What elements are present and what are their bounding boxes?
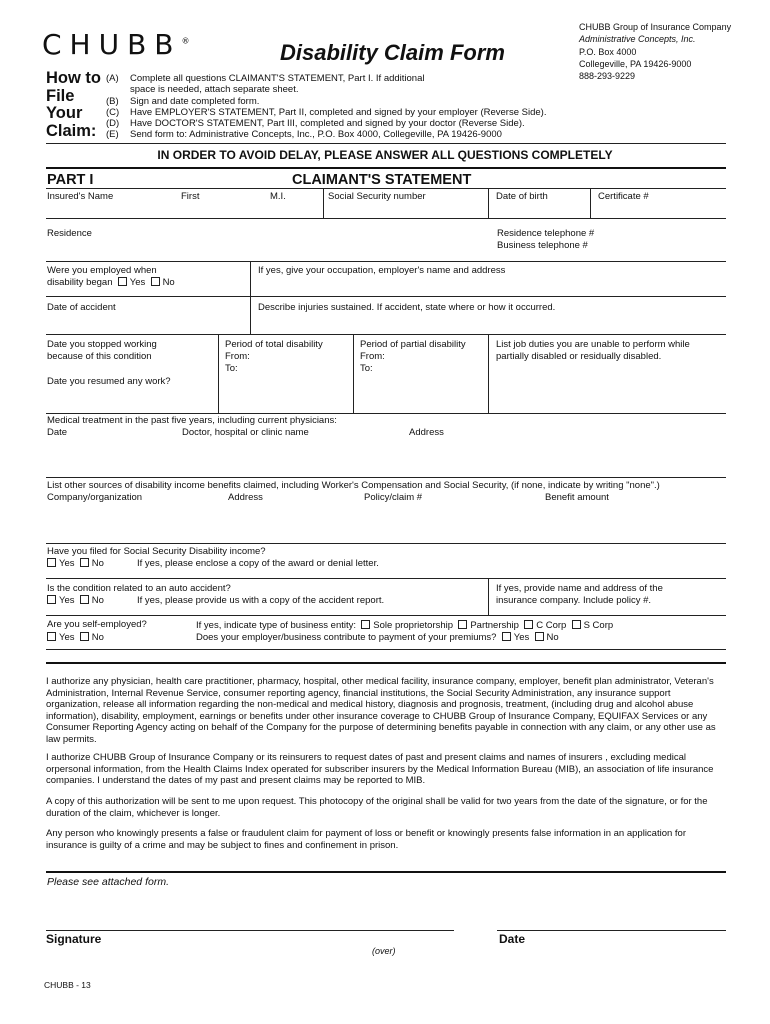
city-state: Collegeville, PA 19426-9000 (579, 58, 692, 69)
partnership-checkbox[interactable] (458, 620, 467, 629)
cell-border (353, 334, 354, 413)
how-to-heading: How to File Your Claim: (46, 69, 101, 140)
fraud-warning: Any person who knowingly presents a false or fraudulent claim for payment of loss or benefit or knowingly presents false information in an application for insurance is guilty of a crime and may be subject to fines and confinement in prison. (46, 828, 687, 851)
divider (46, 413, 726, 414)
auto-insurance-label: If yes, provide name and address of the insurance company. Include policy #. (496, 583, 663, 606)
ssdi-options: Yes No (47, 558, 104, 570)
date-label: Date (499, 932, 526, 946)
authorization-paragraph-2: I authorize CHUBB Group of Insurance Company or its reinsurers to request dates of past and present claims and names of insurers , excluding medical orpersonal information, from the Health Claims Index operated for subscriber insurers by the Medical Information Bureau (MIB), an association of life insurance companies. I understand the dates of my past and present claims may be reported to MIB. (46, 752, 714, 787)
divider (46, 188, 726, 189)
self-employed-options: Yes No (47, 632, 104, 644)
resumed-work-label: Date you resumed any work? (47, 376, 171, 387)
first-label: First (181, 191, 200, 202)
c-corp-checkbox[interactable] (524, 620, 533, 629)
divider (46, 261, 726, 262)
section-title: CLAIMANT'S STATEMENT (292, 172, 472, 188)
address-label: Address (228, 492, 263, 503)
cell-border (250, 261, 251, 296)
partial-disability-label: Period of partial disability From: To: (360, 339, 466, 374)
auto-question: Is the condition related to an auto accident? (47, 583, 231, 594)
policy-label: Policy/claim # (364, 492, 423, 503)
residence-phone-label: Residence telephone # (497, 228, 595, 239)
company-name: CHUBB Group of Insurance Company (579, 22, 732, 32)
chubb-logo: CHUBB® (42, 28, 190, 61)
auto-no-checkbox[interactable] (80, 595, 89, 604)
cell-border (590, 188, 591, 218)
ssdi-note: If yes, please enclose a copy of the award or denial letter. (137, 558, 379, 569)
po-box: P.O. Box 4000 (579, 46, 637, 57)
employed-yes-checkbox[interactable] (118, 277, 127, 286)
cell-border (488, 334, 489, 413)
ssdi-yes-checkbox[interactable] (47, 558, 56, 567)
admin-name: Administrative Concepts, Inc. (579, 34, 696, 45)
divider (46, 615, 726, 616)
cell-border (488, 578, 489, 615)
company-address (579, 21, 731, 82)
divider (46, 662, 726, 664)
auto-note: If yes, please provide us with a copy of the accident report. (137, 595, 385, 606)
banner: IN ORDER TO AVOID DELAY, PLEASE ANSWER ALL QUESTIONS COMPLETELY (157, 148, 613, 162)
occupation-label: If yes, give your occupation, employer's name and address (258, 265, 506, 276)
doctor-col-label: Doctor, hospital or clinic name (182, 427, 309, 438)
job-duties-label: List job duties you are unable to perform while partially disabled or residually disabled. (496, 339, 690, 362)
business-phone-label: Business telephone # (497, 240, 588, 251)
total-disability-label: Period of total disability From: To: (225, 339, 323, 374)
mi-label: M.I. (270, 191, 286, 202)
employed-question: Were you employed when disability began Yes No (47, 265, 175, 288)
divider (46, 871, 726, 873)
how-to-letters: (A) (B) (C) (D) (E) (106, 73, 120, 141)
self-yes-checkbox[interactable] (47, 632, 56, 641)
date-accident-label: Date of accident (47, 302, 116, 313)
contribute-yes-checkbox[interactable] (502, 632, 511, 641)
stopped-working-label: Date you stopped working because of this condition (47, 339, 157, 362)
divider (46, 649, 726, 650)
cell-border (218, 334, 219, 413)
injuries-label: Describe injuries sustained. If accident, state where or how it occurred. (258, 302, 556, 313)
divider (46, 143, 726, 144)
insured-name-label: Insured's Name (47, 191, 114, 202)
benefit-label: Benefit amount (545, 492, 609, 503)
how-to-steps: Complete all questions CLAIMANT'S STATEMENT, Part I. If additional space is needed, attach separate sheet. Sign and date completed form. Have EMPLOYER'S STATEMENT, Part II, completed and signed by your employer (Reverse Side). Have DOCTOR'S STATEMENT, Part III, completed and signed by your doctor (Reverse Side). Send form to: Administrative Concepts, Inc., P.O. Box 4000, Collegeville, PA 19426-9000 (130, 73, 547, 141)
other-sources-label: List other sources of disability income benefits claimed, including Worker's Compensation and Social Security, (if none, indicate by writing "none".) (47, 480, 660, 491)
signature-line[interactable] (46, 930, 454, 931)
divider (46, 334, 726, 335)
divider (46, 218, 726, 219)
self-employed-question: Are you self-employed? (47, 619, 147, 630)
form-title: Disability Claim Form (280, 40, 505, 65)
ssdi-question: Have you filed for Social Security Disability income? (47, 546, 266, 557)
employed-no-checkbox[interactable] (151, 277, 160, 286)
part-label: PART I (47, 172, 94, 188)
auto-yes-checkbox[interactable] (47, 595, 56, 604)
certificate-label: Certificate # (598, 191, 649, 202)
self-no-checkbox[interactable] (80, 632, 89, 641)
ssdi-no-checkbox[interactable] (80, 558, 89, 567)
residence-label: Residence (47, 228, 92, 239)
contribute-no-checkbox[interactable] (535, 632, 544, 641)
dob-label: Date of birth (496, 191, 548, 202)
cell-border (488, 188, 489, 218)
cell-border (250, 296, 251, 334)
ssn-label: Social Security number (328, 191, 426, 202)
divider (46, 477, 726, 478)
divider (46, 296, 726, 297)
divider (46, 578, 726, 579)
divider (46, 167, 726, 169)
authorization-paragraph-1: I authorize any physician, health care practitioner, pharmacy, hospital, other medical facility, insurance company, employer, benefit plan administrator, Veteran's Administration, Internal Revenue Service, consumer reporting agency, financial institutions, the Social Security Administration, any insurance support organization, release all information regarding the non-medical and medical history, diagnosis and prognosis, treatment, (including drug and alcohol abuse information), disability, employment, earnings or benefits under other insurance coverage to CHUBB Group of Insurance Company, EQUIFAX Services or any Consumer Reporting Agency acting on behalf of the Company for the purpose of determining benefits payable in connection with any claim, or any other use as law permits. (46, 676, 716, 745)
address-col-label: Address (409, 427, 444, 438)
date-line[interactable] (497, 930, 726, 931)
business-type-row: If yes, indicate type of business entity: Sole proprietorship Partnership C Corp S Corp (196, 620, 614, 631)
sole-prop-checkbox[interactable] (361, 620, 370, 629)
authorization-paragraph-3: A copy of this authorization will be sent to me upon request. This photocopy of the original shall be valid for two years from the date of the signature, or for the duration of the claim, whichever is longer. (46, 796, 708, 819)
divider (46, 543, 726, 544)
attached-note[interactable]: Please see attached form. (47, 876, 169, 888)
cell-border (323, 188, 324, 218)
date-col-label: Date (47, 427, 68, 438)
over-note: (over) (372, 946, 396, 956)
s-corp-checkbox[interactable] (572, 620, 581, 629)
premium-contribution-row: Does your employer/business contribute to payment of your premiums? Yes No (196, 632, 559, 643)
signature-label: Signature (46, 932, 102, 946)
form-number: CHUBB - 13 (44, 980, 91, 990)
medical-treatment-label: Medical treatment in the past five years, including current physicians: (47, 415, 337, 426)
phone: 888-293-9229 (579, 71, 636, 82)
auto-options: Yes No (47, 595, 104, 607)
company-org-label: Company/organization (47, 492, 143, 503)
